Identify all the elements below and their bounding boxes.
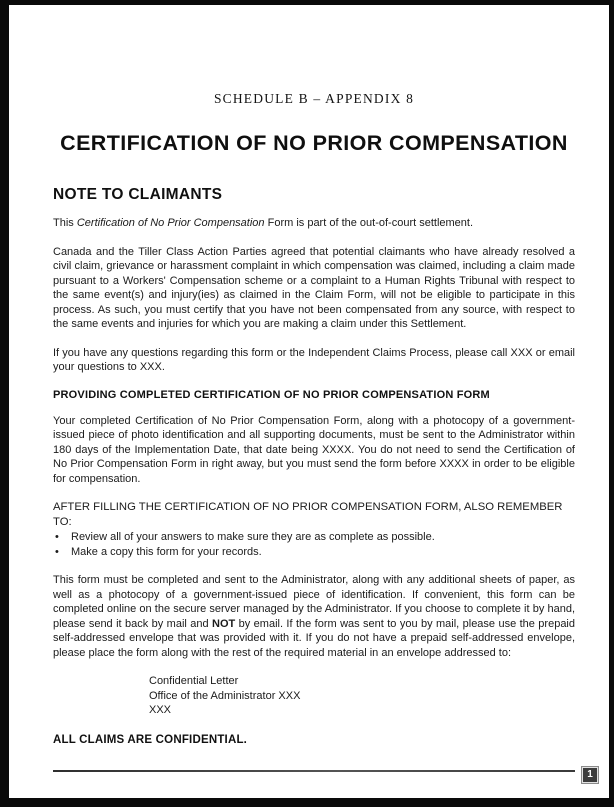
schedule-heading: SCHEDULE B – APPENDIX 8 — [213, 91, 415, 106]
mailing-not-bold: NOT — [212, 617, 236, 630]
bullet-icon: • — [55, 545, 59, 558]
document-content — [9, 5, 609, 746]
intro-prefix: This — [53, 217, 77, 229]
address-line-placeholder: XXX — [149, 704, 172, 716]
mailing-address-block — [149, 674, 575, 718]
document-title: CERTIFICATION OF NO PRIOR COMPENSATION — [60, 131, 568, 155]
section-heading-providing-form: PROVIDING COMPLETED CERTIFICATION OF NO PRIOR COMPENSATION FORM — [53, 388, 490, 401]
reminder-bullet-list — [53, 530, 575, 559]
intro-suffix: Form is part of the out-of-court settlement. — [264, 217, 474, 229]
address-line-recipient: Confidential Letter — [149, 675, 239, 687]
list-item — [53, 530, 575, 545]
document-page — [9, 5, 609, 798]
paragraph-agreement: Canada and the Tiller Class Action Parties agreed that potential claimants who have already resolved a civil claim, grievance or harassment complaint in which compensation was claimed, including a claim made pursuant to a Workers' Compensation scheme or a complaint to a Human Rights Tribunal with respect to the same event(s) and injury(ies) as claimed in the Claim Form, will not be eligible to participate in this process. As such, you must certify that you have not been compensated from any source, with respect to the same events and injuries for which you are making a claim under this Settlement. — [53, 245, 575, 330]
paragraph-questions: If you have any questions regarding this form or the Independent Claims Process, please call XXX or email your questions to XXX. — [53, 346, 575, 373]
confidential-note: ALL CLAIMS ARE CONFIDENTIAL. — [53, 733, 248, 746]
section-heading-note-to-claimants: NOTE TO CLAIMANTS — [53, 186, 223, 203]
mailing-text-after-not: by email. If the form was sent to you by mail, please use the prepaid self-addressed envelope that was provided with it. If you do not have a prepaid self-addressed envelope, please place the form along with the rest of the required material in an envelope addressed to: — [53, 617, 575, 659]
page-number-badge: 1 — [582, 767, 598, 783]
footer-rule — [53, 770, 575, 772]
after-filling-intro: AFTER FILLING THE CERTIFICATION OF NO PRIOR COMPENSATION FORM, ALSO REMEMBER TO: — [53, 501, 563, 528]
list-item — [53, 545, 575, 560]
mailing-text-before-not: This form must be completed and sent to the Administrator, along with any additional sheets of paper, as well as a photocopy of a government-issued piece of identification. If convenient, this form can be completed online on the secure server managed by the Administrator. If you choose to complete it by hand, please send it back by mail and — [53, 574, 575, 630]
bullet-icon: • — [55, 531, 59, 543]
paragraph-intro — [53, 216, 575, 231]
intro-form-name-italic: Certification of No Prior Compensation — [76, 217, 265, 229]
address-line-office: Office of the Administrator XXX — [149, 689, 301, 702]
bullet-text-copy: Make a copy this form for your records. — [71, 545, 262, 558]
paragraph-mailing — [53, 573, 575, 660]
bullet-text-review: Review all of your answers to make sure they are as complete as possible. — [71, 531, 435, 543]
paragraph-submission: Your completed Certification of No Prior Compensation Form, along with a photocopy of a government-issued piece of photo identification and all supporting documents, must be sent to the Administrator within 180 days of the Implementation Date, that date being XXXX. You do not need to send the Certification of No Prior Compensation Form in right away, but you must send the form before XXXX in order to be eligible for compensation. — [53, 414, 575, 485]
